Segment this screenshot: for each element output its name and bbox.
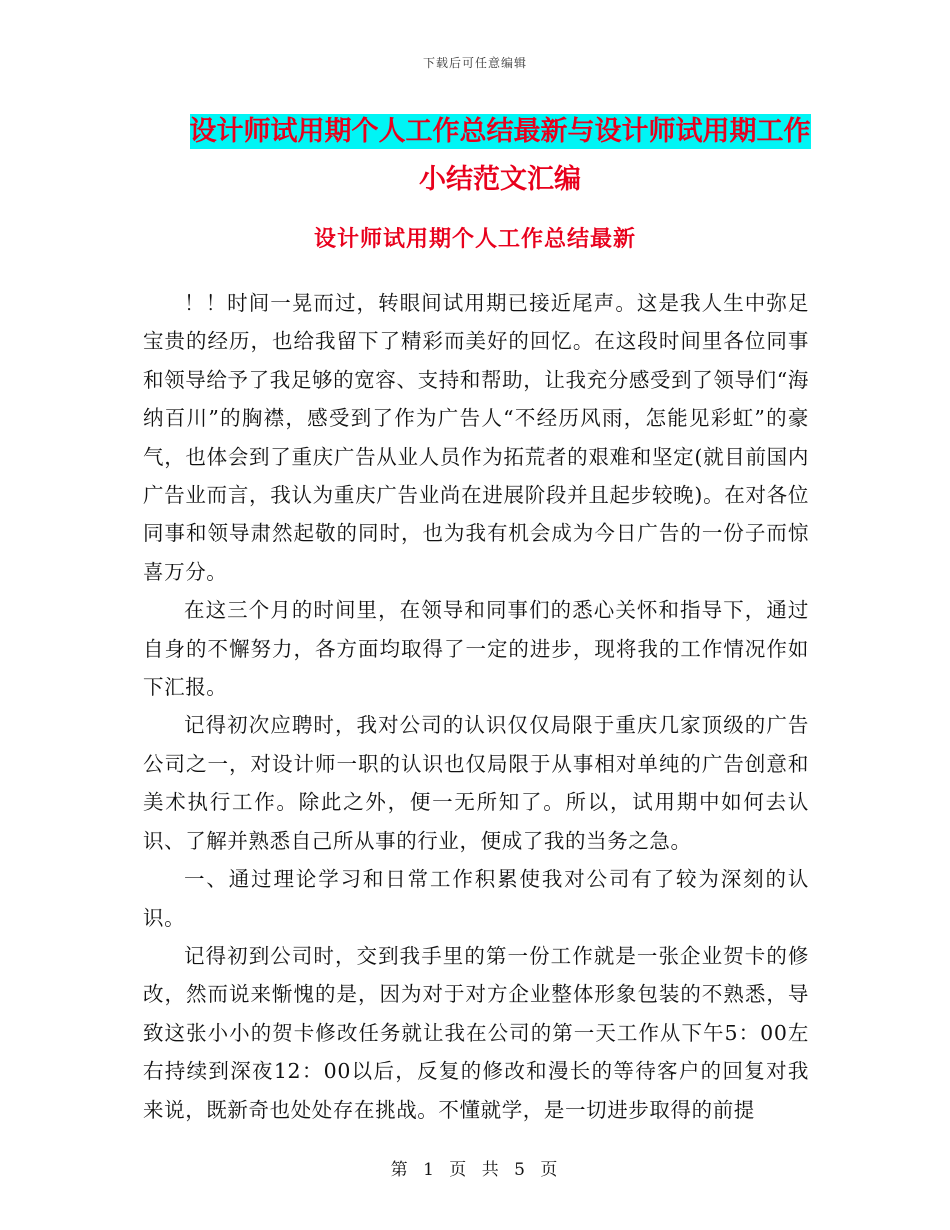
paragraph: 记得初到公司时，交到我手里的第一份工作就是一张企业贺卡的修改，然而说来惭愧的是，因为对于对方企业整体形象包装的不熟悉，导致这张小小的贺卡修改任务就让我在公司的第一天工作从下午5：00左右持续到深夜12：00以后，反复的修改和漫长的等待客户的回复对我来说，既新奇也处处存在挑战。不懂就学，是一切进步取得的前提 [143,943,809,1122]
header-note: 下载后可任意编辑 [422,56,527,70]
footer-total-word: 共 [481,1160,501,1180]
paragraph: 记得初次应聘时，我对公司的认识仅仅局限于重庆几家顶级的广告公司之一，对设计师一职的认识也仅局限于从事相对单纯的广告创意和美术执行工作。除此之外，便一无所知了。所以，试用期中如何去认识、了解并熟悉自己所从事的行业，便成了我的当务之急。 [143,713,809,853]
page-number-current: 1 [423,1160,436,1180]
document-title [140,108,860,204]
page-footer [0,1155,950,1180]
title-line-2: 小结范文汇编 [419,164,581,195]
paragraph: 在这三个月的时间里，在领导和同事们的悉心关怀和指导下，通过自身的不懈努力，各方面均取得了一定的进步，现将我的工作情况作如下汇报。 [143,598,809,700]
footer-page-word: 页 [449,1160,469,1180]
footer-prefix: 第 [390,1160,410,1180]
body-text [143,284,809,1129]
paragraph: ！！时间一晃而过，转眼间试用期已接近尾声。这是我人生中弥足宝贵的经历，也给我留下了精彩而美好的回忆。在这段时间里各位同事和领导给予了我足够的宽容、支持和帮助，让我充分感受到了领导们“海纳百川”的胸襟，感受到了作为广告人“不经历风雨，怎能见彩虹”的豪气，也体会到了重庆广告从业人员作为拓荒者的艰难和坚定(就目前国内广告业而言，我认为重庆广告业尚在进展阶段并且起步较晚)。在对各位同事和领导肃然起敬的同时，也为我有机会成为今日广告的一份子而惊喜万分。 [143,291,809,584]
page-number-total: 5 [514,1160,527,1180]
section-heading: 设计师试用期个人工作总结最新 [313,227,636,252]
title-line-1: 设计师试用期个人工作总结最新与设计师试用期工作 [189,116,811,147]
footer-suffix: 页 [540,1160,560,1180]
paragraph: 一、通过理论学习和日常工作积累使我对公司有了较为深刻的认识。 [143,867,809,930]
